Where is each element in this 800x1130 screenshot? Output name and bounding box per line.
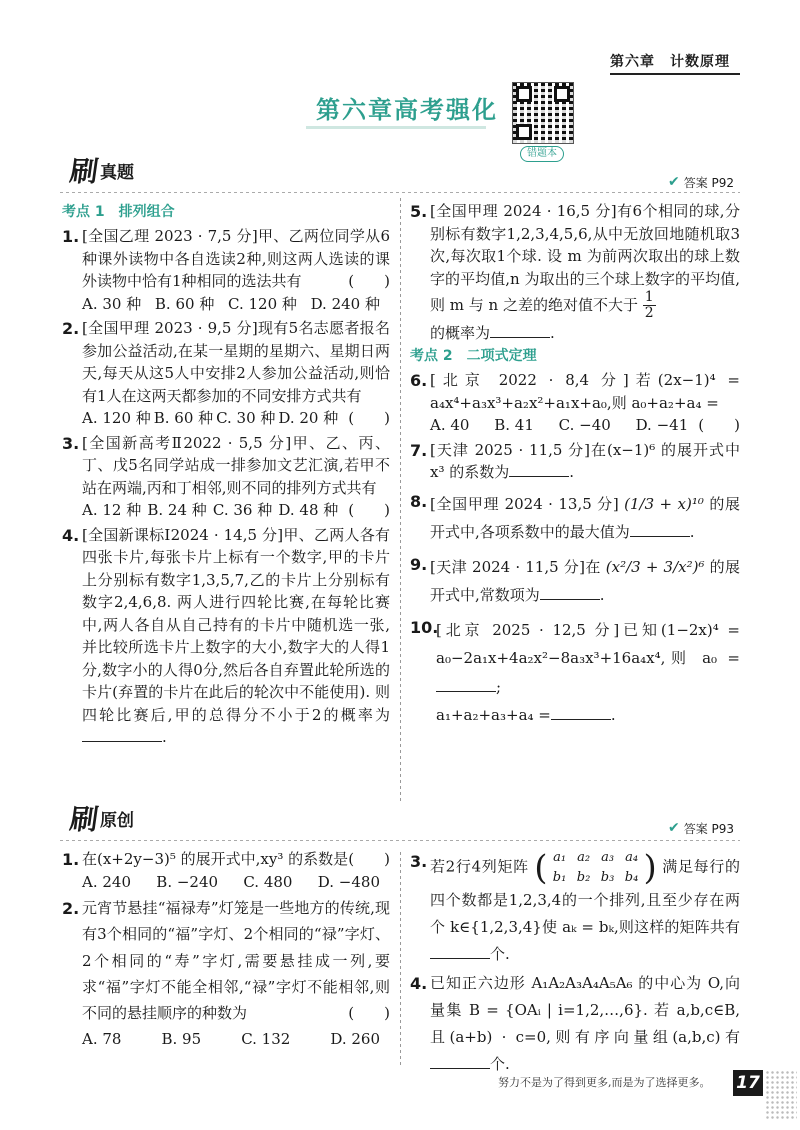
- kaodian-1: 考点 1 排列组合: [62, 204, 175, 220]
- punct: .: [689, 523, 695, 542]
- question-tail: 的概率为: [430, 323, 491, 342]
- matrix-cell: a₁: [553, 850, 567, 865]
- answer-paren: ( ): [698, 416, 740, 435]
- option-d: D. 240 种: [310, 294, 380, 313]
- option-b: B. 41: [494, 416, 534, 435]
- question-number: 1.: [62, 227, 80, 246]
- question-number: 1.: [62, 850, 80, 869]
- question-text: [全国甲理 2024 · 16,5 分]有6个相同的球,分别标有数字1,2,3,4,5,6,从中无放回地随机取3次,每次取1个球. 设 m 为前两次取出的球上数字的平均值,n 为取出的三个球上数字的平均值,则 m 与 n 之差的绝对值不大于: [430, 202, 740, 314]
- question-line2: a₁+a₂+a₃+a₄ =: [436, 706, 551, 725]
- question-number: 8.: [410, 491, 428, 511]
- question-5: [410, 200, 740, 344]
- answer-ref: [668, 172, 734, 193]
- question-text: 已知正六边形 A₁A₂A₃A₄A₅A₆ 的中心为 O,向量集 B = {OAᵢ | i=1,2,…,6}. 若 a,b,c∈B,且(a+b) · c=0,则有序向量组(a,b,c)有: [430, 974, 740, 1046]
- option-c: C. −40: [558, 416, 611, 435]
- punct: .: [610, 706, 616, 725]
- question-10: 10. [北京 2025 · 12,5 分]已知(1−2x)⁴ = a₀−2a₁x+4a₂x²−8a₃x³+16a₄x⁴,则 a₀ =; a₁+a₂+a₃+a₄ = .: [410, 616, 740, 730]
- option-b: B. 60 种: [154, 294, 215, 313]
- section-label: 原创: [100, 810, 135, 831]
- footer-motto: 努力不是为了得到更多,而是为了选择更多。: [498, 1076, 711, 1089]
- option-a: A. 30 种: [82, 294, 142, 313]
- question-number: 9.: [410, 554, 428, 574]
- answer-blank[interactable]: [436, 677, 496, 692]
- denominator: 2: [644, 305, 654, 322]
- question-text: [全国乙理 2023 · 7,5 分]甲、乙两位同学从6种课外读物中各自选读2种,则这两人选读的课外读物中恰有1种相同的选法共有: [82, 227, 390, 290]
- answer-label: 答案 P93: [683, 821, 735, 836]
- question-2: [62, 317, 390, 430]
- option-c: C. 132: [241, 1030, 291, 1049]
- option-a: A. 12 种: [82, 501, 142, 519]
- fraction: [643, 290, 656, 322]
- answer-paren: ( ): [348, 850, 390, 868]
- answer-paren: ( ): [348, 501, 390, 519]
- punct: .: [550, 323, 555, 342]
- page-title: 第六章高考强化: [316, 96, 498, 124]
- question-number: 2.: [62, 899, 80, 918]
- punct: .: [569, 463, 575, 482]
- option-b: B. 95: [161, 1030, 202, 1049]
- section-brush-label: 刷: [67, 155, 101, 188]
- matrix-cell: b₄: [624, 869, 639, 885]
- question-rest: 的展开式中,常数项为: [430, 557, 740, 605]
- right-column: [410, 200, 740, 732]
- answer-label: 答案 P92: [683, 175, 735, 190]
- section-brush-label: 刷: [67, 803, 101, 836]
- punct: .: [162, 728, 167, 746]
- options: [82, 499, 348, 522]
- column-divider: [400, 852, 401, 1068]
- punct: 个.: [490, 945, 510, 963]
- question-text: [天津 2025 · 11,5 分]在(x−1)⁶ 的展开式中 x³ 的系数为: [430, 440, 740, 482]
- left-column: [62, 200, 390, 751]
- answer-paren: ( ): [348, 1004, 390, 1022]
- matrix-cell: a₄: [625, 850, 639, 865]
- right-column-2: [410, 848, 740, 1080]
- section-rule: [60, 840, 740, 841]
- options: [82, 293, 390, 316]
- question-number: 5.: [410, 202, 428, 221]
- option-c: C. 30 种: [216, 409, 276, 427]
- question-text: [北京 2022 · 8,4 分]若(2x−1)⁴ = a₄x⁴+a₃x³+a₂x²+a₁x+a₀,则 a₀+a₂+a₄ =: [430, 371, 740, 412]
- option-a: A. 40: [430, 416, 470, 435]
- question-number: 10.: [410, 617, 439, 637]
- option-b: B. 24 种: [147, 501, 207, 519]
- punct: .: [599, 586, 605, 605]
- section-label: 真题: [100, 162, 135, 183]
- question-number: 4.: [410, 974, 428, 993]
- answer-paren: ( ): [348, 409, 390, 427]
- question-1: [62, 225, 390, 315]
- question-7: [410, 439, 740, 484]
- option-d: D. 260: [330, 1030, 380, 1049]
- question-number: 7.: [410, 440, 428, 460]
- header-rule: [610, 73, 740, 75]
- column-divider: [400, 198, 401, 803]
- options: [82, 1026, 390, 1052]
- matrix-cell: b₂: [576, 869, 591, 885]
- question-o3: [410, 848, 740, 968]
- answer-blank[interactable]: [82, 727, 162, 742]
- section-yuanchuang-heading: [67, 803, 135, 836]
- question-o4: [410, 970, 740, 1078]
- question-o1: [62, 848, 390, 893]
- kaodian-2: 考点 2 二项式定理: [410, 348, 537, 365]
- option-a: A. 240: [82, 872, 131, 891]
- question-number: 4.: [62, 525, 80, 545]
- question-number: 3.: [62, 433, 80, 453]
- answer-blank[interactable]: [430, 1054, 490, 1069]
- question-text: 在(x+2y−3)⁵ 的展开式中,xy³ 的系数是: [82, 850, 349, 868]
- matrix-cell: a₃: [601, 850, 615, 865]
- question-text: [北京 2025 · 12,5 分]已知(1−2x)⁴ = a₀−2a₁x+4a₂x²−8a₃x³+16a₄x⁴,则 a₀ =: [436, 620, 740, 668]
- option-a: A. 120 种: [82, 409, 151, 427]
- answer-blank[interactable]: [540, 585, 600, 600]
- question-text: 若2行4列矩阵: [430, 857, 529, 876]
- options: [82, 871, 390, 894]
- answer-blank[interactable]: [509, 462, 569, 477]
- question-6: [410, 369, 740, 437]
- question-8: [410, 490, 740, 547]
- math-expression: (1/3 + x)¹⁰: [624, 494, 704, 513]
- question-rest: 的展开式中,各项系数中的最大值为: [430, 494, 740, 542]
- answer-paren: ( ): [348, 272, 390, 290]
- matrix: ( a₁ a₂ a₃ a₄ b₁ b₂ b₃ b₄ ): [534, 847, 657, 888]
- decorative-dots: [765, 1070, 797, 1120]
- answer-blank[interactable]: [490, 323, 550, 338]
- question-text: [全国甲理 2023 · 9,5 分]现有5名志愿者报名参加公益活动,在某一星期的星期六、星期日两天,每天从这5人中安排2人参加公益活动,则恰有1人在这两天都参加的不同安排方式共有: [82, 319, 390, 405]
- question-text: [全国新高考Ⅱ2022 · 5,5 分]甲、乙、丙、丁、戊5名同学站成一排参加文艺汇演,若甲不站在两端,丙和丁相邻,则不同的排列方式共有: [82, 433, 390, 497]
- numerator: 1: [644, 289, 654, 305]
- question-text: [全国甲理 2024 · 13,5 分]: [430, 494, 619, 513]
- question-number: 3.: [410, 852, 428, 871]
- option-b: B. 60 种: [153, 409, 214, 427]
- options: [82, 407, 348, 430]
- option-d: D. 48 种: [278, 501, 339, 519]
- math-expression: (x²/3 + 3/x²)⁶: [605, 557, 705, 576]
- option-a: A. 78: [82, 1030, 122, 1049]
- title-underline: [306, 126, 486, 129]
- matrix-cell: a₂: [577, 850, 591, 865]
- option-d: D. −480: [317, 872, 380, 891]
- options: [430, 414, 698, 437]
- question-number: 6.: [410, 371, 428, 391]
- chapter-header: 第六章 计数原理: [610, 54, 730, 70]
- option-c: C. 120 种: [228, 294, 297, 313]
- option-c: C. 480: [243, 872, 293, 891]
- qr-caption: 错题本: [520, 146, 564, 162]
- answer-blank[interactable]: [430, 944, 490, 959]
- qr-code-icon[interactable]: [512, 82, 574, 144]
- question-3: [62, 432, 390, 522]
- question-9: [410, 553, 740, 610]
- option-c: C. 36 种: [212, 501, 273, 519]
- option-b: B. −240: [156, 872, 219, 891]
- section-rule: [60, 192, 740, 193]
- question-text: 元宵节悬挂“福禄寿”灯笼是一些地方的传统,现有3个相同的“福”字灯、2个相同的“禄”字灯、2个相同的“寿”字灯,需要悬挂成一列,要求“福”字灯不能全相邻,“禄”字灯不能相邻,则不同的悬挂顺序的种数为: [82, 899, 390, 1022]
- punct: 个.: [490, 1055, 510, 1073]
- question-4: [62, 524, 390, 749]
- option-d: D. 20 种: [278, 409, 339, 427]
- matrix-cell: b₃: [600, 869, 615, 885]
- question-text: [天津 2024 · 11,5 分]在: [430, 557, 601, 576]
- answer-ref: [668, 818, 734, 839]
- answer-blank[interactable]: [630, 522, 690, 537]
- question-rest: 满足每行的四个数都是1,2,3,4的一个排列,且至少存在两个 k∈{1,2,3,4}使 aₖ = bₖ,则这样的矩阵共有: [430, 857, 740, 936]
- section-zhenti-heading: [67, 155, 135, 188]
- check-icon: ✔: [668, 174, 680, 190]
- question-number: 2.: [62, 319, 80, 338]
- option-d: D. −41: [635, 416, 689, 435]
- check-icon: ✔: [668, 820, 680, 836]
- question-o2: [62, 895, 390, 1053]
- answer-blank[interactable]: [551, 705, 611, 720]
- matrix-cell: b₁: [552, 869, 567, 885]
- left-column-2: [62, 848, 390, 1055]
- question-text: [全国新课标Ⅰ2024 · 14,5 分]甲、乙两人各有四张卡片,每张卡片上标有一个数字,甲的卡片上分别标有数字1,3,5,7,乙的卡片上分别标有数字2,4,6,8. 两人进行四轮比赛,在每轮比赛中,两人各自从自己持有的卡片中随机选一张,并比较所选卡片上数字的大小,数字大的人得1分,数字小的人得0分,然后各自弃置此轮所选的卡片(弃置的卡片在此后的轮次中不能使用). 则四轮比赛后,甲的总得分不小于2的概率为: [82, 525, 390, 724]
- page-number: 17: [733, 1070, 763, 1096]
